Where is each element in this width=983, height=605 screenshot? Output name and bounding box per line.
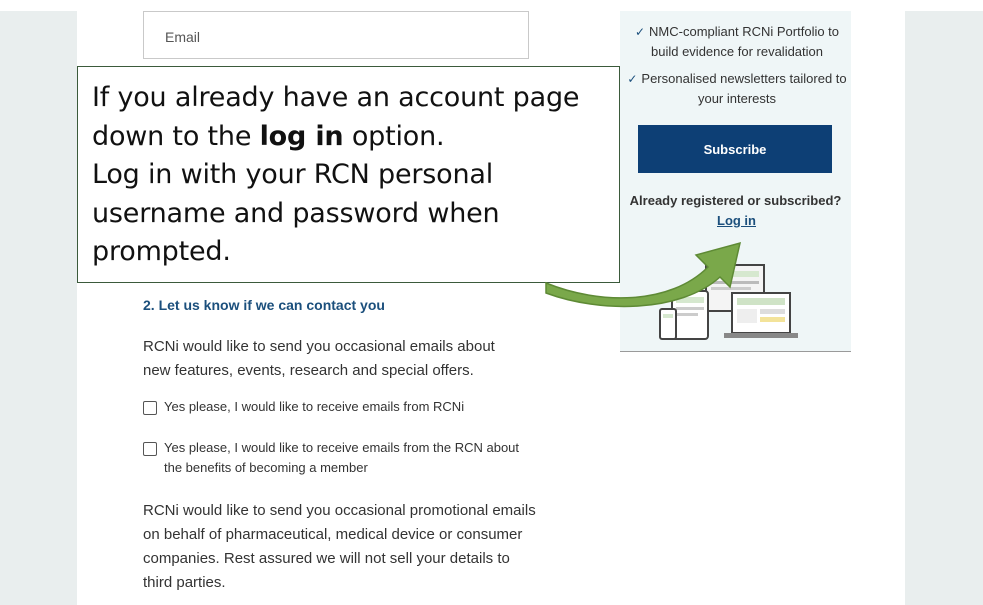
left-gutter bbox=[0, 11, 77, 605]
promotional-emails-text: RCNi would like to send you occasional promotional emails on behalf of pharmaceutical, medical device or consumer companies. Rest assured we will not sell your details to third parties. bbox=[143, 502, 536, 591]
benefit-portfolio bbox=[628, 22, 846, 62]
already-registered-text: Already registered or subscribed? bbox=[629, 193, 842, 208]
benefit-portfolio-text: NMC-compliant RCNi Portfolio to build evidence for revalidation bbox=[649, 24, 840, 59]
subscribe-button[interactable]: Subscribe bbox=[638, 125, 832, 173]
contact-intro-text: RCNi would like to send you occasional emails about new features, events, research and special offers. bbox=[143, 338, 495, 379]
rcn-emails-checkbox[interactable] bbox=[143, 442, 157, 456]
rcni-emails-label: Yes please, I would like to receive emails from RCNi bbox=[164, 399, 465, 414]
callout-bold-text: log in bbox=[259, 120, 344, 152]
right-gutter bbox=[905, 11, 983, 605]
rcni-emails-checkbox[interactable] bbox=[143, 401, 157, 415]
top-strip bbox=[0, 0, 983, 11]
callout-text-login: Log in with your RCN personal username and password when prompted. bbox=[92, 159, 500, 267]
login-link[interactable]: Log in bbox=[717, 213, 756, 228]
email-field[interactable]: Email bbox=[143, 11, 529, 59]
check-icon: ✓ bbox=[627, 72, 638, 86]
contact-section-heading: 2. Let us know if we can contact you bbox=[143, 297, 385, 313]
pointer-arrow-icon bbox=[540, 235, 760, 310]
instruction-callout bbox=[77, 66, 620, 283]
benefit-newsletters bbox=[626, 69, 848, 109]
rcni-emails-option[interactable] bbox=[143, 397, 464, 417]
callout-text-option: option. bbox=[343, 120, 445, 152]
rcn-emails-label: Yes please, I would like to receive emails from the RCN about the benefits of becoming a member bbox=[164, 440, 520, 475]
check-icon: ✓ bbox=[634, 25, 646, 39]
callout-text-start: If you already have an account page down to the bbox=[92, 82, 580, 152]
rcn-emails-option[interactable] bbox=[143, 438, 523, 478]
benefit-newsletters-text: Personalised newsletters tailored to your interests bbox=[641, 71, 847, 106]
